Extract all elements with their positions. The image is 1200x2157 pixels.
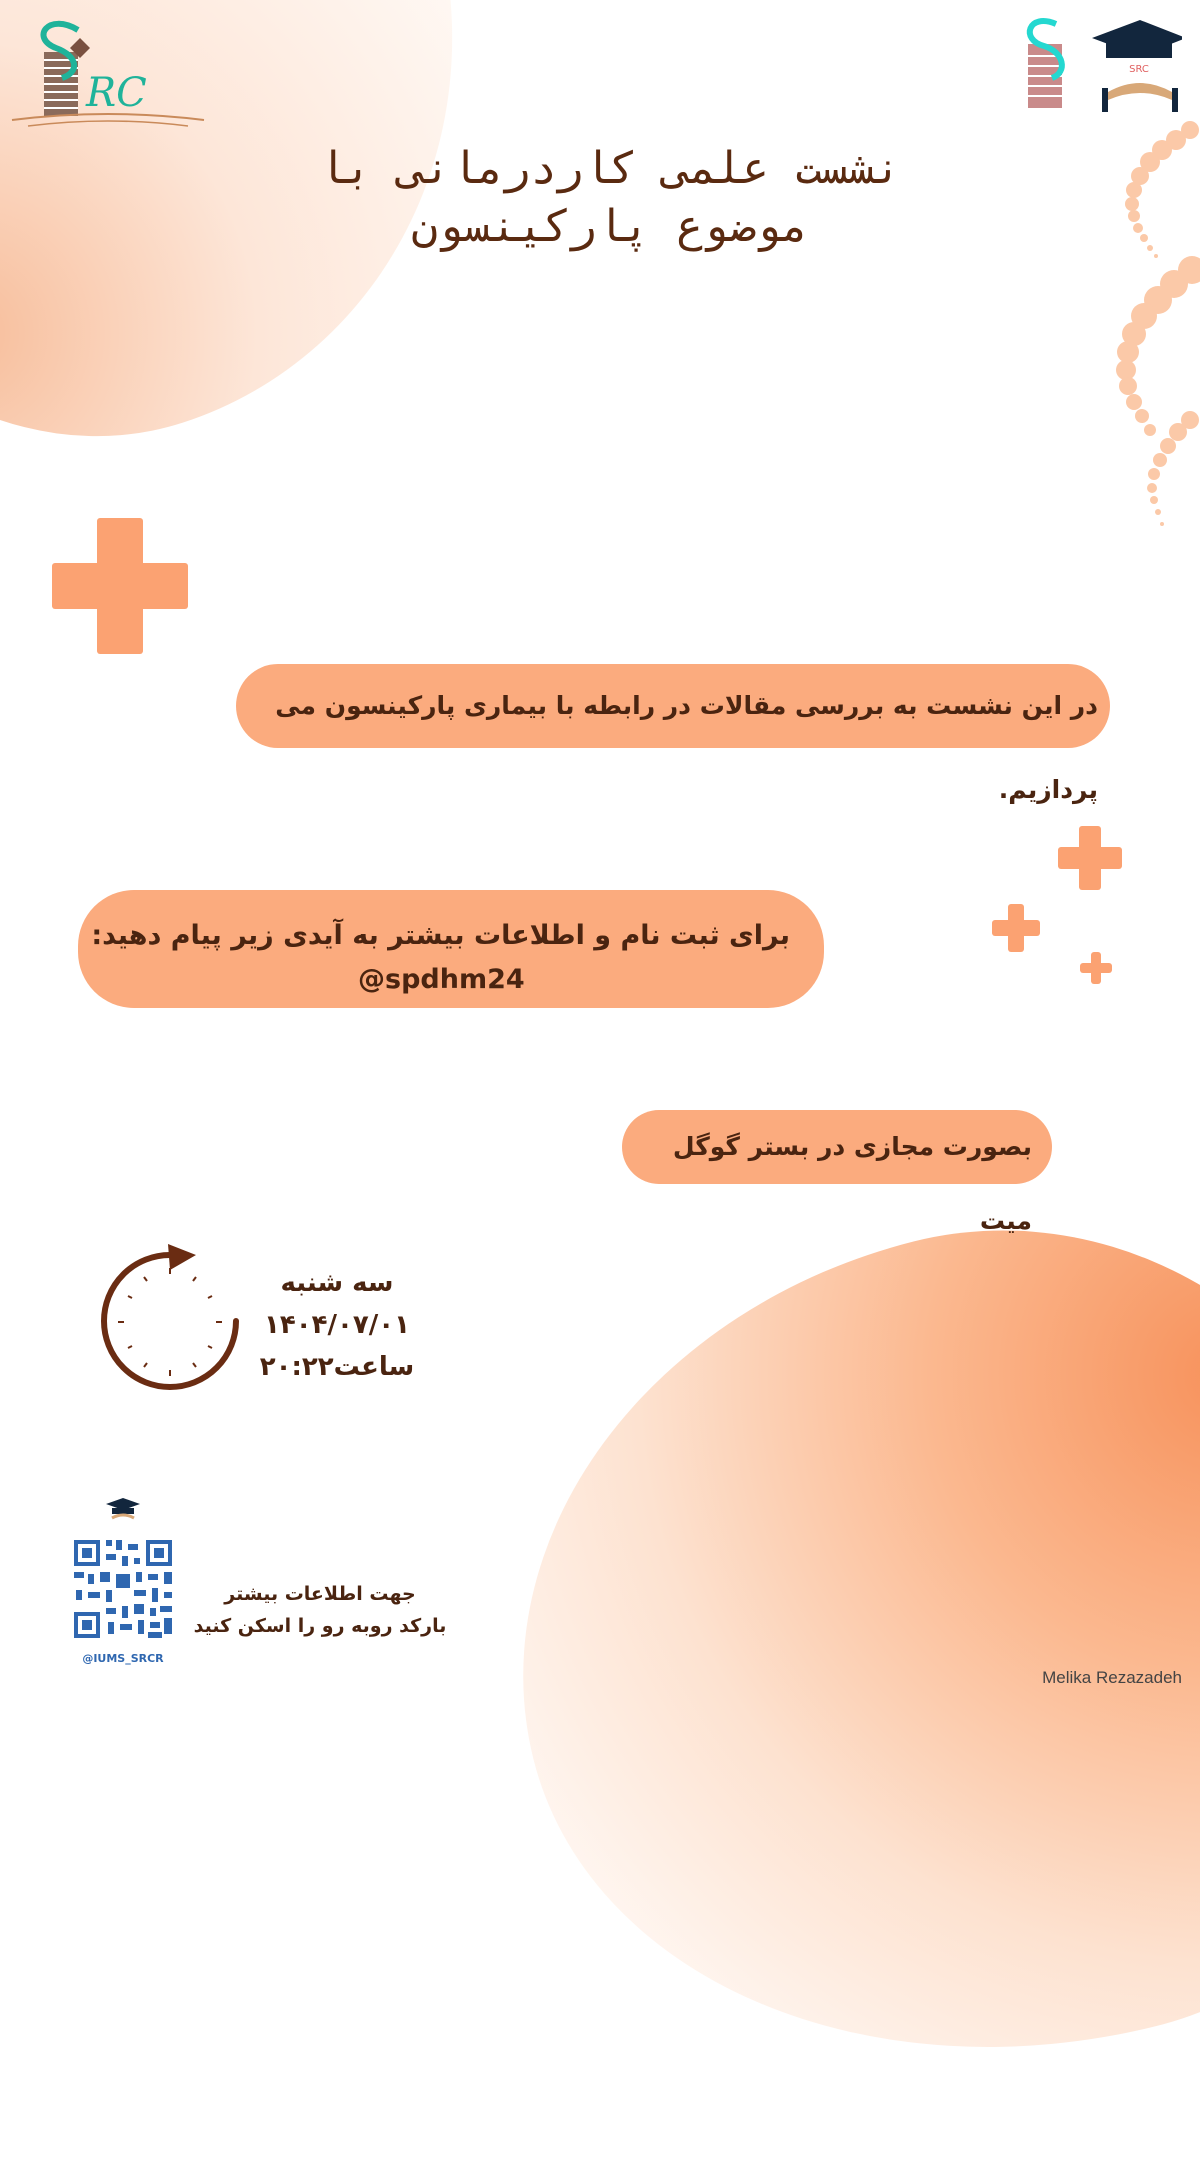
platform-pill: بصورت مجازی در بستر گوگل میت: [622, 1110, 1052, 1184]
clock-icon: [90, 1230, 250, 1400]
qr-section[interactable]: [60, 1494, 186, 1680]
register-handle[interactable]: @spdhm24: [358, 964, 525, 995]
title-line-1: نشست علمی کاردرمانی با: [318, 143, 902, 194]
decorative-dot-wave: [1040, 120, 1200, 560]
background-blob-bottom-right: [434, 1143, 1200, 2156]
register-text: برای ثبت نام و اطلاعات بیشتر به آیدی زیر پیام دهید:: [91, 920, 790, 951]
designer-signature: Melika Rezazadeh: [1042, 1668, 1182, 1687]
qr-caption: [190, 1578, 450, 1642]
schedule-block: [252, 1262, 422, 1388]
plus-icon-small: [992, 904, 1040, 952]
src-logo-right: [1022, 16, 1182, 116]
plus-icon-medium: [1058, 826, 1122, 890]
qr-code-icon[interactable]: [60, 1494, 186, 1680]
schedule-time: ساعت۲۰:۲۲: [259, 1352, 415, 1382]
info-pill: در این نشست به بررسی مقالات در رابطه با بیماری پارکینسون می پردازیم.: [236, 664, 1110, 748]
schedule-day: سه شنبه: [280, 1268, 394, 1298]
plus-icon-large: [52, 518, 188, 654]
logo-right-badge: SRC: [1129, 64, 1149, 75]
page-title: [220, 140, 1000, 256]
schedule-date: ۱۴۰۴/۰۷/۰۱: [264, 1310, 410, 1340]
plus-icon-tiny: [1080, 952, 1112, 984]
qr-caption-line-1: جهت اطلاعات بیشتر: [224, 1583, 416, 1605]
title-line-2: موضوع پارکینسون: [411, 201, 809, 252]
src-logo-left: [8, 8, 208, 128]
qr-handle: @IUMS_SRCR: [82, 1652, 164, 1665]
register-pill: [78, 890, 824, 1008]
qr-caption-line-2: بارکد روبه رو را اسکن کنید: [193, 1615, 447, 1637]
logo-left-text: RC: [86, 70, 147, 116]
